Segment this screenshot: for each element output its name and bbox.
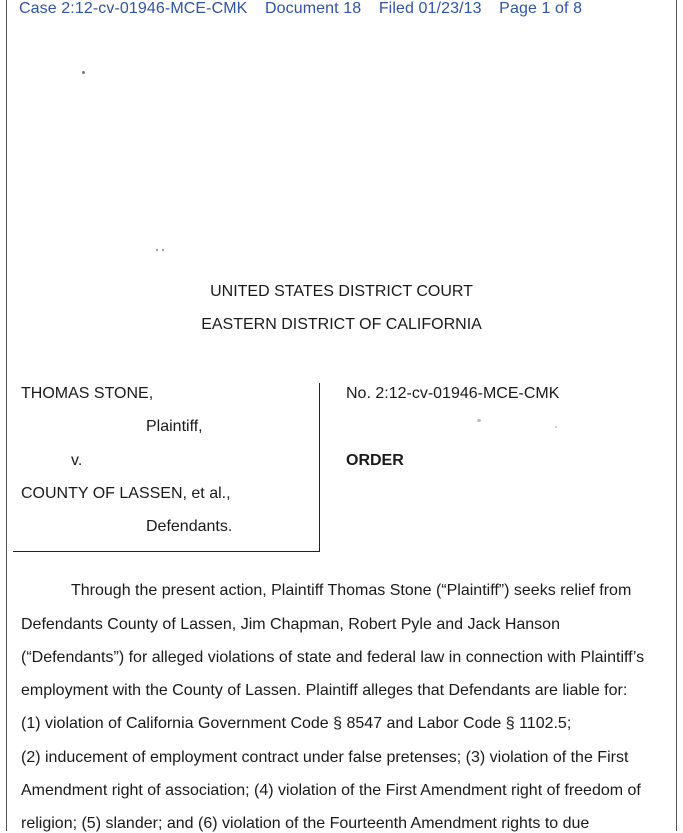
scan-speck bbox=[156, 249, 158, 251]
page-indicator: Page 1 of 8 bbox=[499, 0, 583, 17]
court-district: EASTERN DISTRICT OF CALIFORNIA bbox=[201, 316, 482, 333]
body-line-4: employment with the County of Lassen. Plaintiff alleges that Defendants are liable for: bbox=[21, 682, 628, 699]
case-number: No. 2:12-cv-01946-MCE-CMK bbox=[346, 385, 560, 402]
court-name: UNITED STATES DISTRICT COURT bbox=[210, 283, 473, 300]
body-line-2: Defendants County of Lassen, Jim Chapman, Robert Pyle and Jack Hanson bbox=[21, 616, 560, 633]
document-title: ORDER bbox=[346, 452, 404, 469]
page-frame bbox=[6, 0, 677, 831]
defendant-name: COUNTY OF LASSEN, et al., bbox=[21, 485, 231, 502]
defendant-role: Defendants. bbox=[146, 518, 233, 535]
plaintiff-name: THOMAS STONE, bbox=[21, 385, 154, 402]
versus: v. bbox=[71, 452, 83, 469]
caption-divider-vertical bbox=[319, 383, 320, 552]
scan-speck bbox=[162, 249, 164, 251]
scan-speck bbox=[555, 426, 557, 428]
case-number-header: Case 2:12-cv-01946-MCE-CMK bbox=[19, 0, 248, 17]
body-line-6: (2) inducement of employment contract under false pretenses; (3) violation of the First bbox=[21, 749, 629, 766]
caption-divider-horizontal bbox=[13, 551, 320, 552]
scan-speck bbox=[477, 419, 481, 422]
body-line-7: Amendment right of association; (4) violation of the First Amendment right of freedom of bbox=[21, 782, 641, 799]
body-line-8: religion; (5) slander; and (6) violation of the Fourteenth Amendment rights to due bbox=[21, 815, 590, 832]
body-line-5: (1) violation of California Government Code § 8547 and Labor Code § 1102.5; bbox=[21, 715, 572, 732]
scan-speck bbox=[82, 71, 85, 74]
document-number: Document 18 bbox=[265, 0, 362, 17]
plaintiff-role: Plaintiff, bbox=[146, 418, 203, 435]
body-line-3: (“Defendants”) for alleged violations of state and federal law in connection with Plaintiff’s bbox=[21, 649, 645, 666]
ecf-header bbox=[19, 0, 595, 18]
filed-date: Filed 01/23/13 bbox=[378, 0, 482, 17]
body-line-1: Through the present action, Plaintiff Thomas Stone (“Plaintiff”) seeks relief from bbox=[71, 582, 632, 599]
